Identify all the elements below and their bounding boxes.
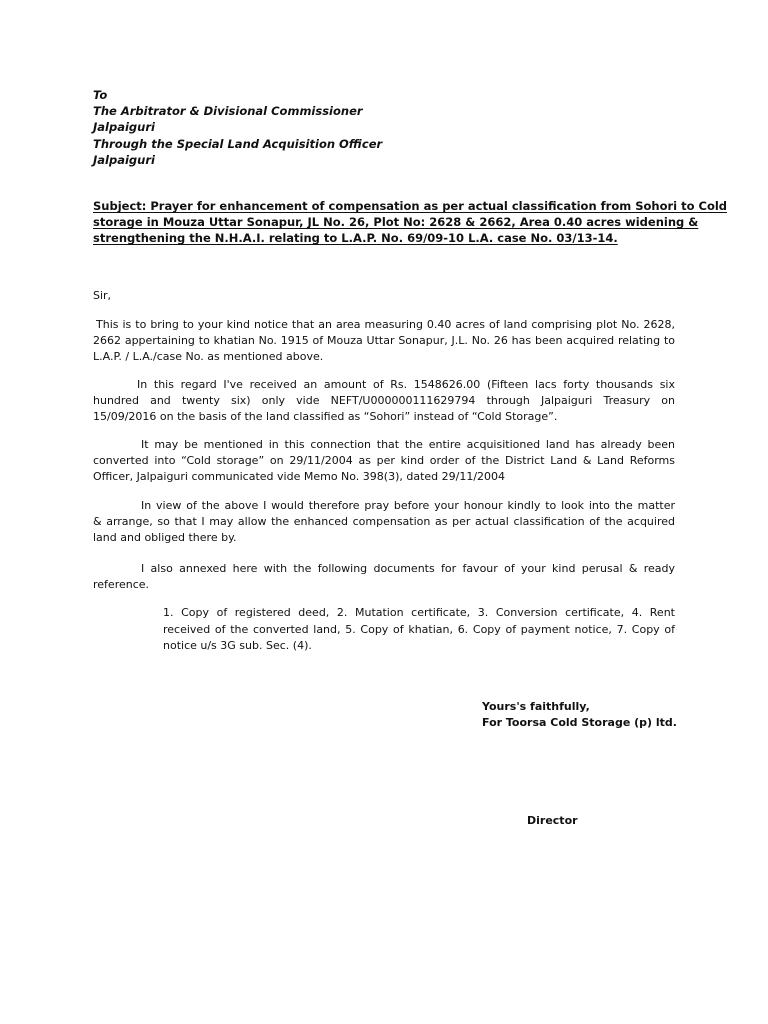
paragraph-line: It may be mentioned in this connection that the entire acquisitioned land has already been — [141, 438, 675, 451]
salutation: Sir, — [93, 289, 112, 302]
address-line: Through the Special Land Acquisition Officer — [93, 137, 383, 151]
paragraph-line: L.A.P. / L.A./case No. as mentioned above. — [93, 350, 324, 363]
paragraph-line: In this regard I've received an amount of Rs. 1548626.00 (Fifteen lacs forty thousands six — [137, 378, 675, 391]
document-list-line: 1. Copy of registered deed, 2. Mutation certificate, 3. Conversion certificate, 4. Rent — [163, 606, 675, 619]
paragraph-line: & arrange, so that I may allow the enhanced compensation as per actual classification of the acquired — [93, 515, 675, 528]
subject-line: storage in Mouza Uttar Sonapur, JL No. 26, Plot No: 2628 & 2662, Area 0.40 acres widening & — [93, 215, 699, 229]
document-list-line: received of the converted land, 5. Copy of khatian, 6. Copy of payment notice, 7. Copy of — [163, 623, 675, 636]
paragraph-line: hundred and twenty six) only vide NEFT/U000000111629794 through Jalpaiguri Treasury on — [93, 394, 675, 407]
subject-line: strengthening the N.H.A.I. relating to L.A.P. No. 69/09-10 L.A. case No. 03/13-14. — [93, 231, 618, 245]
document-list-line: notice u/s 3G sub. Sec. (4). — [163, 639, 312, 652]
paragraph-line: reference. — [93, 578, 150, 591]
paragraph-line: This is to bring to your kind notice that an area measuring 0.40 acres of land comprising plot No. 2628, — [96, 318, 675, 331]
paragraph-line: converted into “Cold storage” on 29/11/2004 as per kind order of the District Land & Land Reforms — [93, 454, 675, 467]
paragraph-line: 2662 appertaining to khatian No. 1915 of Mouza Uttar Sonapur, J.L. No. 26 has been acquired relating to — [93, 334, 675, 347]
company-name: For Toorsa Cold Storage (p) ltd. — [482, 716, 677, 729]
paragraph-line: 15/09/2016 on the basis of the land classified as “Sohori” instead of “Cold Storage”. — [93, 410, 558, 423]
subject-line: Subject: Prayer for enhancement of compensation as per actual classification from Sohori to Cold — [93, 199, 728, 213]
paragraph-line: In view of the above I would therefore pray before your honour kindly to look into the matter — [141, 499, 675, 512]
closing-line: Yours's faithfully, — [482, 700, 590, 713]
paragraph-line: I also annexed here with the following documents for favour of your kind perusal & ready — [141, 562, 675, 575]
address-line: Jalpaiguri — [93, 153, 155, 167]
signatory-title: Director — [527, 814, 578, 827]
paragraph-line: land and obliged there by. — [93, 531, 237, 544]
address-line: The Arbitrator & Divisional Commissioner — [93, 104, 363, 118]
address-line: To — [93, 88, 108, 102]
address-line: Jalpaiguri — [93, 120, 155, 134]
paragraph-line: Officer, Jalpaiguri communicated vide Memo No. 398(3), dated 29/11/2004 — [93, 470, 506, 483]
